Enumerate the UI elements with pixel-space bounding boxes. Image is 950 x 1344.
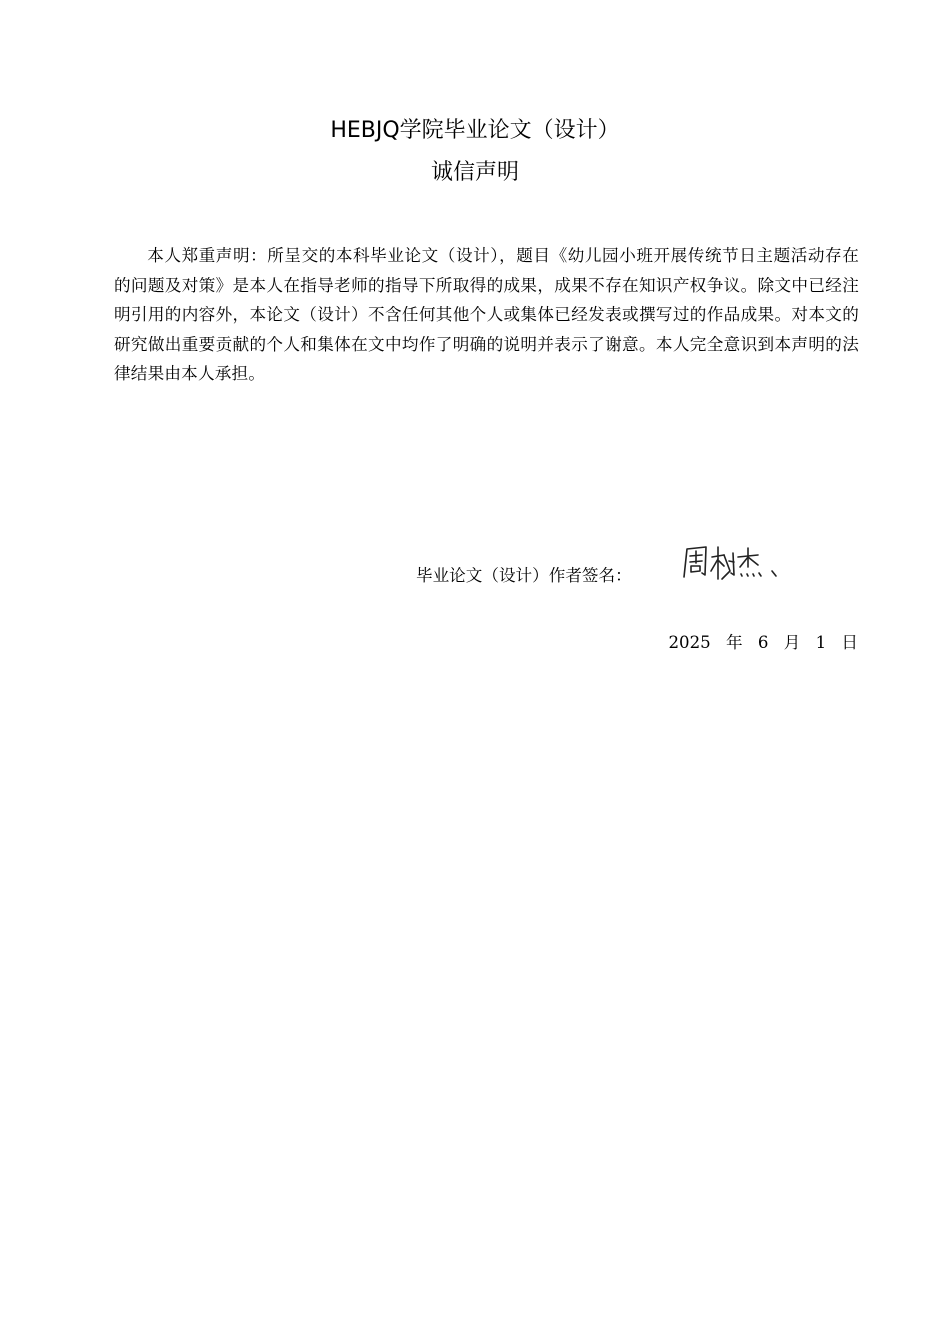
date-day-unit: 日 [841, 633, 858, 652]
handwritten-signature [678, 541, 788, 587]
document-title: HEBJQ学院毕业论文（设计） [330, 118, 620, 143]
date-month-unit: 月 [783, 633, 801, 652]
date-year-unit: 年 [725, 633, 743, 652]
signing-date [668, 629, 858, 657]
signature-label: 毕业论文（设计）作者签名： [416, 566, 632, 585]
document-subtitle: 诚信声明 [430, 160, 519, 185]
date-day: 1 [815, 633, 827, 652]
declaration-paragraph: 本人郑重声明：所呈交的本科毕业论文（设计），题目《幼儿园小班开展传统节日主题活动存在的问题及对策》是本人在指导老师的指导下所取得的成果，成果不存在知识产权争议。除文中已经注明引用的内容外，本论文（设计）不含任何其他个人或集体已经发表或撰写过的作品成果。对本文的研究做出重要贡献的个人和集体在文中均作了明确的说明并表示了谢意。本人完全意识到本声明的法律结果由本人承担。 [114, 246, 859, 383]
date-year: 2025 [668, 633, 711, 652]
date-month: 6 [757, 633, 769, 652]
